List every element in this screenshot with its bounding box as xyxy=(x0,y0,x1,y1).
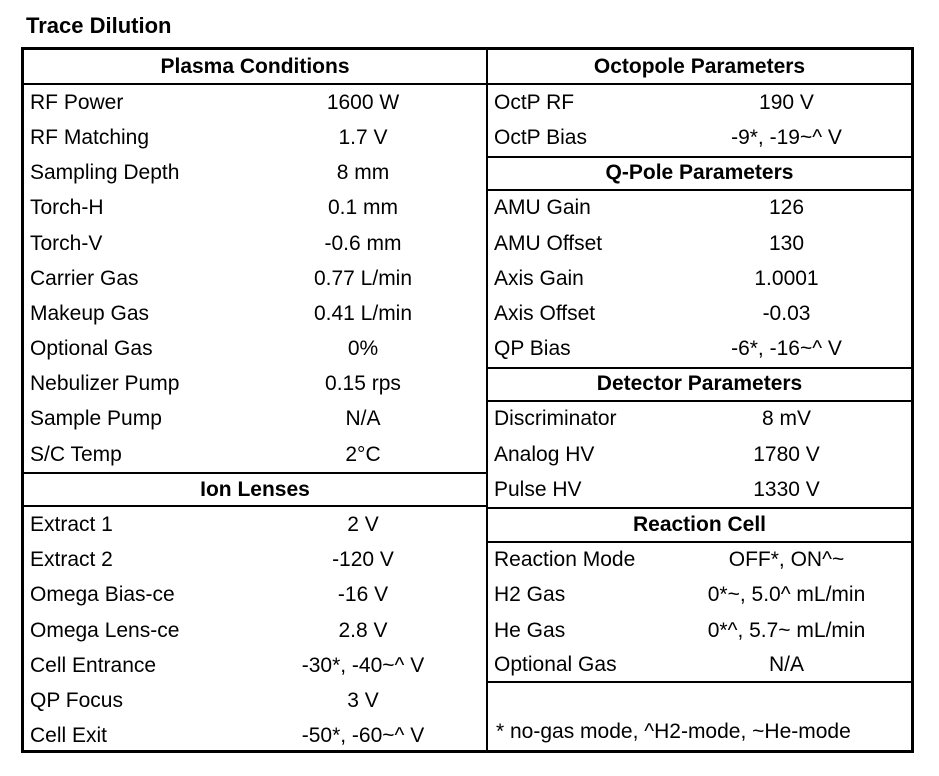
table-row xyxy=(488,613,911,648)
param-label: Torch-H xyxy=(30,196,104,220)
param-label: Axis Offset xyxy=(494,301,596,325)
param-label: S/C Temp xyxy=(30,442,122,466)
table-row xyxy=(488,296,911,331)
param-label: Optional Gas xyxy=(30,337,153,361)
param-label: Carrier Gas xyxy=(30,266,139,290)
param-label: Makeup Gas xyxy=(30,301,150,325)
table-row xyxy=(24,191,486,226)
param-value: 1.7 V xyxy=(338,125,388,149)
table-row xyxy=(24,261,486,296)
param-label: Pulse HV xyxy=(494,477,582,501)
detector-heading: Detector Parameters xyxy=(488,367,911,402)
param-value: 2 V xyxy=(347,513,379,537)
param-value: 8 mV xyxy=(761,407,811,431)
table-row xyxy=(488,578,911,613)
footnote: * no-gas mode, ^H2-mode, ~He-mode xyxy=(496,720,851,744)
param-value: 0*^, 5.7~ mL/min xyxy=(707,618,866,642)
param-label: Analog HV xyxy=(494,442,595,466)
param-value: N/A xyxy=(345,407,381,431)
param-value: 190 V xyxy=(759,90,814,114)
param-value: 0.1 mm xyxy=(327,196,398,220)
table-row xyxy=(488,120,911,155)
param-value: -120 V xyxy=(332,548,394,572)
table-row xyxy=(488,85,911,120)
param-value: -6*, -16~^ V xyxy=(731,337,842,361)
param-value: 3 V xyxy=(347,688,379,712)
param-label: OctP Bias xyxy=(494,125,587,149)
table-row xyxy=(488,261,911,296)
table-row xyxy=(24,367,486,402)
param-label: Omega Lens-ce xyxy=(30,618,180,642)
param-value: 126 xyxy=(768,196,805,220)
table-row xyxy=(24,332,486,367)
param-label: Extract 1 xyxy=(30,513,113,537)
page-title: Trace Dilution xyxy=(26,13,172,38)
param-value: 8 mm xyxy=(336,161,390,185)
param-label: Discriminator xyxy=(494,407,617,431)
table-row xyxy=(488,191,911,226)
param-label: Omega Bias-ce xyxy=(30,583,175,607)
table-row xyxy=(488,472,911,507)
table-row xyxy=(488,648,911,683)
param-label: Torch-V xyxy=(30,231,103,255)
param-label: Nebulizer Pump xyxy=(30,372,180,396)
table-row xyxy=(488,226,911,261)
table-row xyxy=(24,437,486,472)
table-row xyxy=(24,648,486,683)
param-value: 1.0001 xyxy=(754,266,819,290)
param-value: 1330 V xyxy=(753,477,820,501)
param-value: 2.8 V xyxy=(338,618,388,642)
param-value: 2°C xyxy=(345,442,381,466)
param-label: He Gas xyxy=(494,618,566,642)
param-label: Reaction Mode xyxy=(494,548,636,572)
param-label: Sampling Depth xyxy=(30,161,180,185)
param-value: 130 xyxy=(768,231,805,255)
param-label: Cell Exit xyxy=(30,724,108,748)
param-value: 0.77 L/min xyxy=(313,266,413,290)
right-column xyxy=(488,50,911,750)
left-column xyxy=(24,50,488,750)
table-row xyxy=(24,85,486,120)
table-row xyxy=(24,613,486,648)
param-value: -9*, -19~^ V xyxy=(731,125,842,149)
param-value: 0*~, 5.0^ mL/min xyxy=(707,583,866,607)
table-row xyxy=(24,507,486,542)
param-label: H2 Gas xyxy=(494,583,566,607)
param-value: -30*, -40~^ V xyxy=(301,653,425,677)
table-row xyxy=(24,719,486,754)
reaction-heading: Reaction Cell xyxy=(488,507,911,542)
param-label: QP Focus xyxy=(30,688,123,712)
param-label: AMU Offset xyxy=(494,231,603,255)
table-row xyxy=(24,156,486,191)
table-row xyxy=(24,296,486,331)
param-value: 1600 W xyxy=(326,90,400,114)
param-value: 0% xyxy=(347,337,379,361)
param-value: 1780 V xyxy=(753,442,820,466)
table-row xyxy=(24,543,486,578)
param-value: -0.03 xyxy=(762,301,811,325)
param-value: 0.15 rps xyxy=(325,372,401,396)
octopole-heading: Octopole Parameters xyxy=(488,50,911,85)
param-label: QP Bias xyxy=(494,337,571,361)
qpole-heading: Q-Pole Parameters xyxy=(488,156,911,191)
param-value: -16 V xyxy=(337,583,389,607)
param-label: AMU Gain xyxy=(494,196,591,220)
param-value: -0.6 mm xyxy=(324,231,402,255)
param-value: N/A xyxy=(768,652,804,676)
parameters-table xyxy=(21,47,914,753)
table-row xyxy=(488,332,911,367)
table-row xyxy=(488,402,911,437)
param-value: 0.41 L/min xyxy=(313,301,413,325)
param-value: OFF*, ON^~ xyxy=(728,548,845,572)
param-label: Axis Gain xyxy=(494,266,584,290)
param-label: RF Matching xyxy=(30,125,150,149)
param-label: Sample Pump xyxy=(30,407,162,431)
table-row xyxy=(24,120,486,155)
table-row xyxy=(488,437,911,472)
ion-lenses-heading: Ion Lenses xyxy=(24,472,486,507)
param-label: Cell Entrance xyxy=(30,653,157,677)
param-value: -50*, -60~^ V xyxy=(301,724,425,748)
table-row xyxy=(488,543,911,578)
plasma-heading: Plasma Conditions xyxy=(24,50,486,85)
table-row xyxy=(24,402,486,437)
param-label: OctP RF xyxy=(494,90,575,114)
param-label: Optional Gas xyxy=(494,652,617,676)
table-row xyxy=(24,683,486,718)
param-label: Extract 2 xyxy=(30,548,113,572)
param-label: RF Power xyxy=(30,90,124,114)
table-row xyxy=(24,578,486,613)
table-row xyxy=(24,226,486,261)
